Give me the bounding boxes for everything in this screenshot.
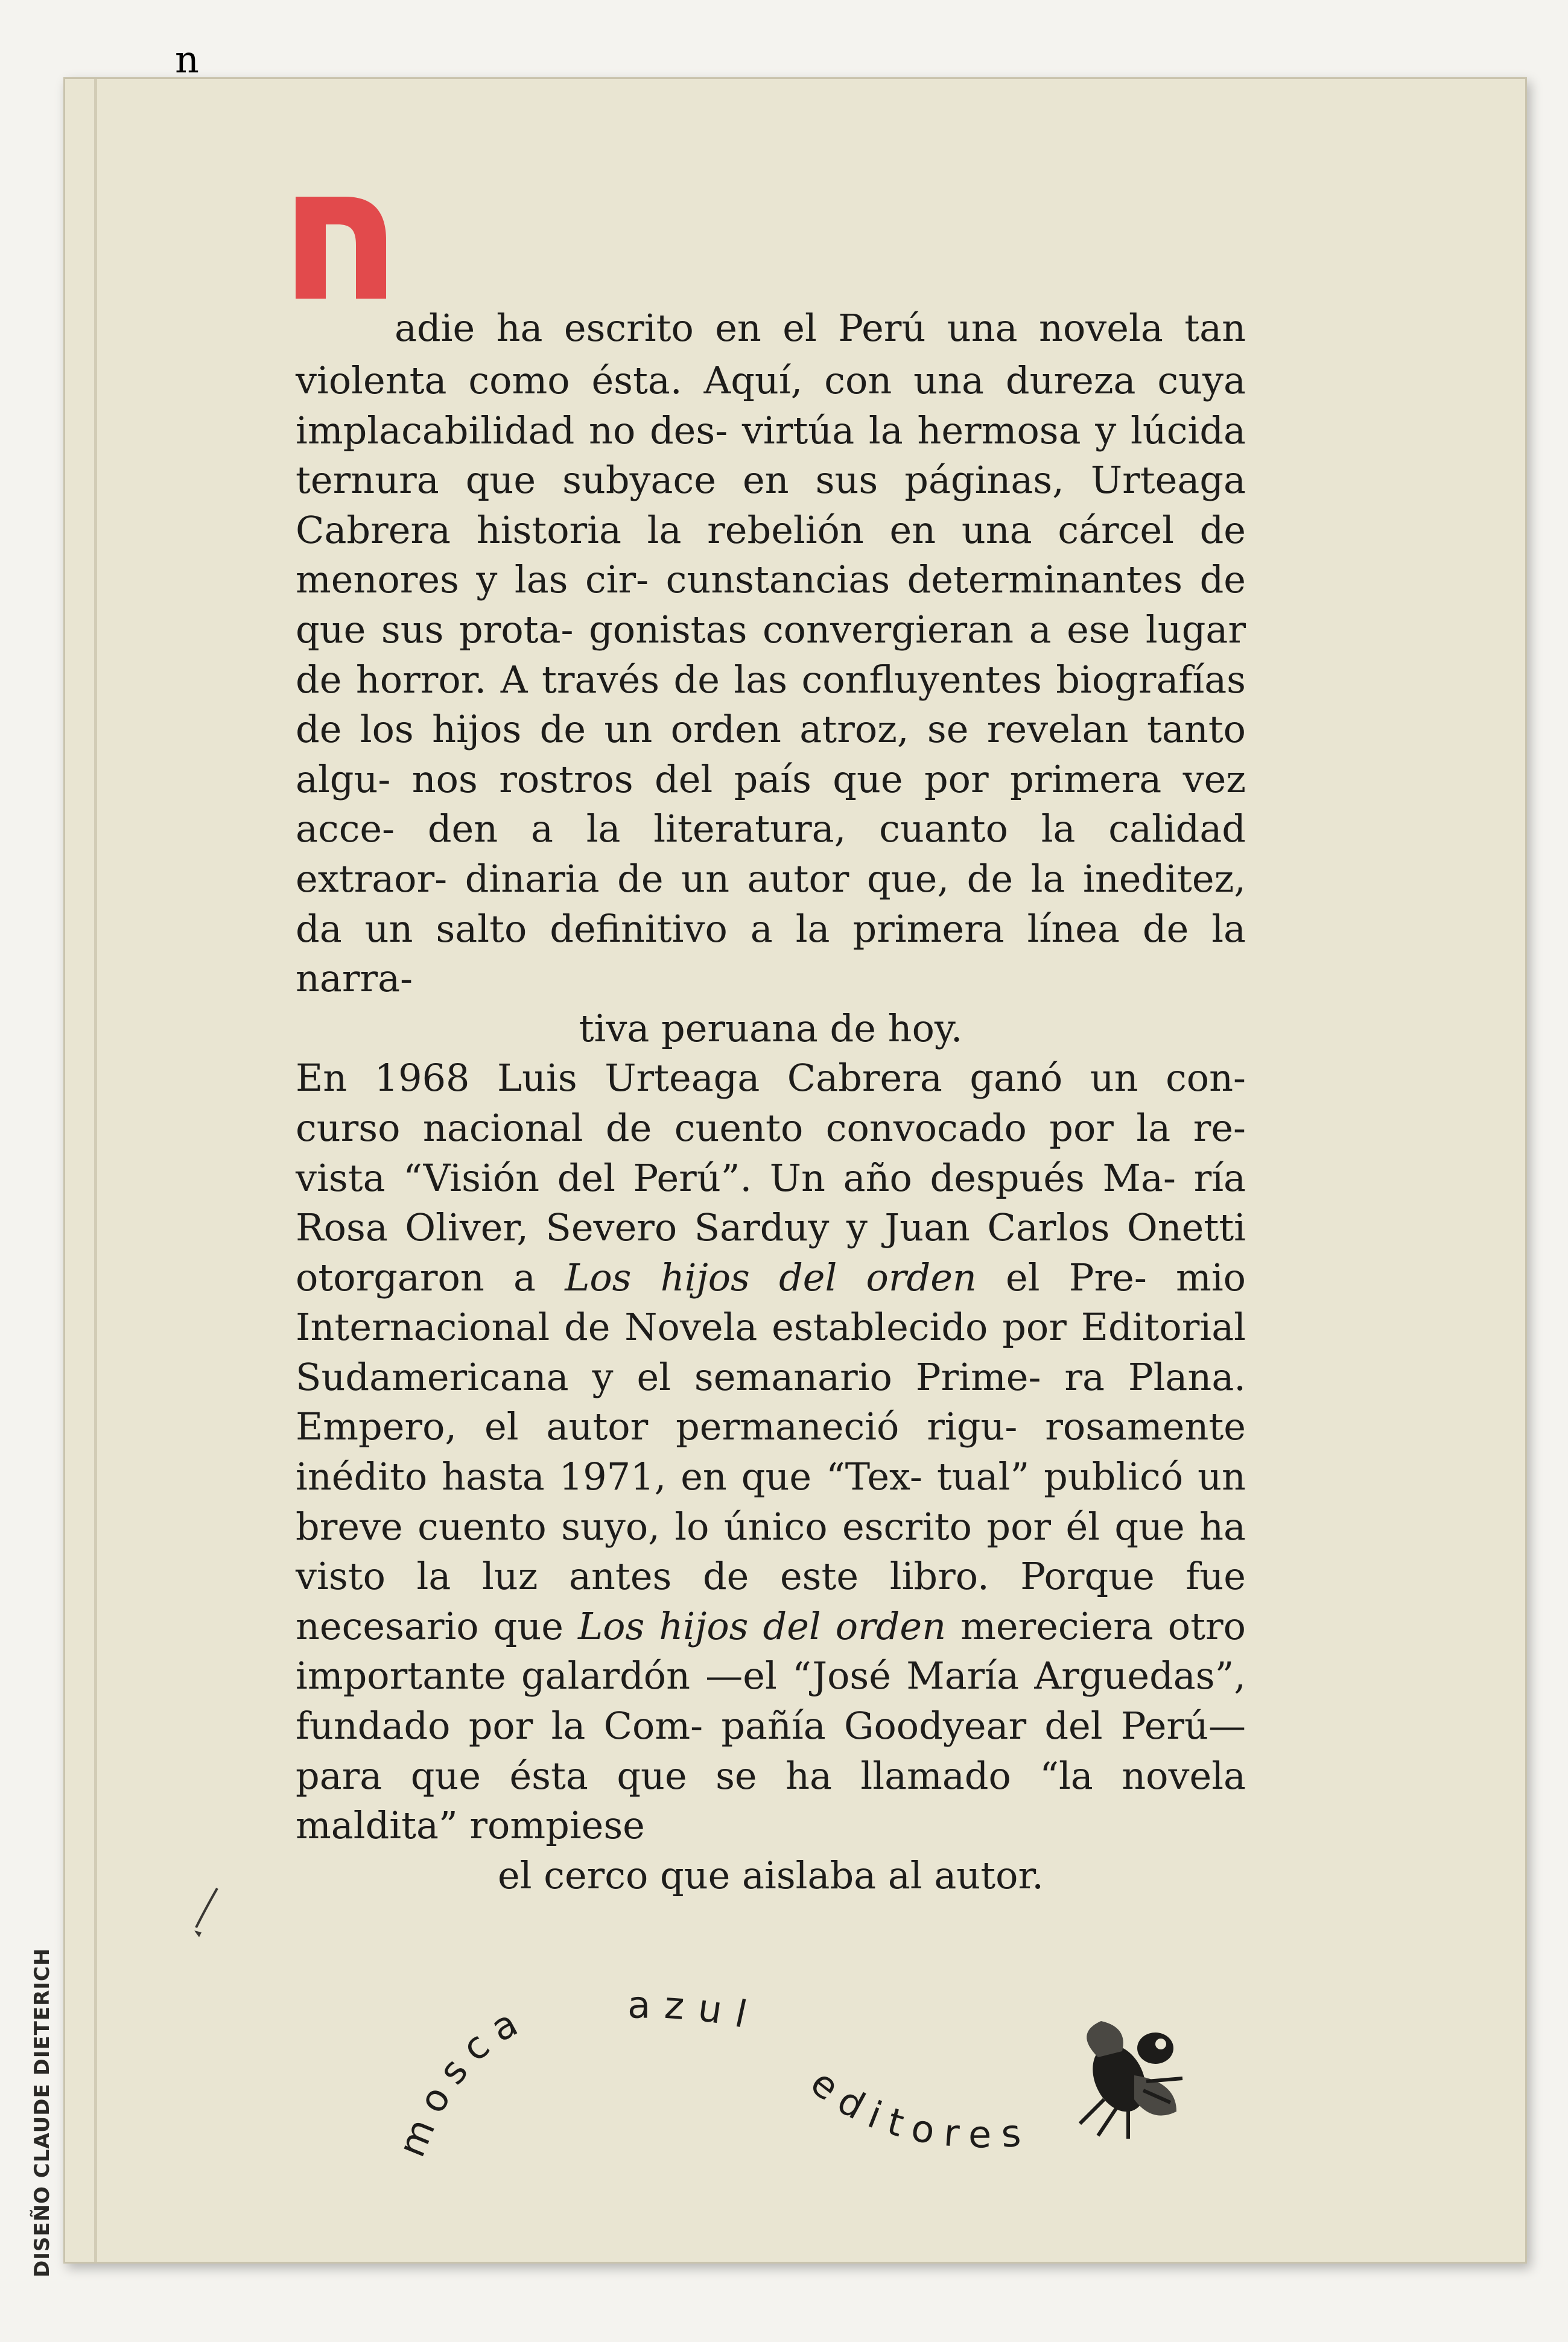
publisher-word-azul: azul (627, 1982, 764, 2040)
text-line: nos rostros del país que por primera vez acce- (296, 757, 1246, 851)
pen-mark (181, 1885, 229, 1958)
text-line: “José María Arguedas”, fundado por la Com- (296, 1654, 1246, 1748)
text-line: tiva peruana de hoy. (579, 1006, 963, 1050)
text-line: el Pre- (976, 1255, 1147, 1300)
text-line: Editorial Sudamericana y el semanario Prime- (296, 1305, 1246, 1399)
drop-cap (175, 37, 386, 356)
text-line: pañía Goodyear del Perú— para que ésta que (296, 1704, 1246, 1798)
text-line: cunstancias determinantes de que sus prota- (296, 557, 1246, 652)
text-line: En 1968 Luis Urteaga Cabrera ganó un con- (296, 1056, 1246, 1100)
text-line: rebelión en una cárcel de menores y las cir- (296, 507, 1246, 602)
book-title-italic: Los hijos del orden (565, 1255, 977, 1300)
text-line: escrito por él que ha visto la luz antes de este (296, 1504, 1246, 1599)
text-line: el cerco que aislaba al autor. (498, 1853, 1044, 1897)
book-title-italic: Los hijos del (578, 1604, 821, 1648)
text-line: ría Rosa Oliver, Severo Sarduy y Juan Carlos (296, 1155, 1246, 1250)
spine-fold-line (94, 79, 97, 2262)
text-line: libro. Porque fue necesario que (296, 1554, 1246, 1648)
text-line: virtúa la hermosa y lúcida ternura que subyace (296, 408, 1246, 503)
drop-cap-glyph (175, 37, 386, 299)
fly-icon (1080, 2021, 1182, 2139)
text-line: Perú una novela tan violenta como ésta. Aquí, (296, 306, 1246, 402)
text-line: mio Internacional de Novela establecido por (296, 1255, 1246, 1350)
book-title-italic: orden (835, 1604, 947, 1648)
text-line: Onetti otorgaron a (296, 1205, 1246, 1300)
text-line: rosamente inédito hasta 1971, en que “Tex- (296, 1404, 1246, 1499)
text-line: gonistas convergieran a ese lugar de horror. (296, 607, 1246, 702)
text-line: dinaria de un autor que, de la ineditez, da un (296, 856, 1246, 951)
text-line: vista “Visión del Perú”. Un año después Ma- (296, 1155, 1176, 1200)
text-line: den a la literatura, cuanto la calidad extraor- (296, 807, 1246, 901)
publisher-word-mosca: mosca (389, 1995, 535, 2163)
text-line: tual” publicó un breve cuento suyo, lo único (296, 1455, 1246, 1549)
text-line: mereciera otro importante galardón —el (296, 1604, 1246, 1698)
text-line: adie ha escrito en el (395, 306, 817, 350)
text-line: salto definitivo a la primera línea de la narra- (296, 906, 1246, 1001)
paragraph-2 (296, 1053, 1246, 1851)
design-credit: DISEÑO CLAUDE DIETERICH (30, 1947, 54, 2277)
paragraph-2-tail (296, 1851, 1246, 1901)
blurb-text (175, 37, 1246, 1900)
drop-cap-letter: n (175, 37, 199, 81)
text-line: A través de las confluyentes biografías de los (296, 657, 1246, 752)
text-line: hijos de un orden atroz, se revelan tanto algu- (296, 707, 1246, 801)
paragraph-1 (175, 37, 1246, 1004)
text-line: se ha llamado “la novela maldita” rompiese (296, 1753, 1246, 1848)
text-line: curso nacional de cuento convocado por la re- (296, 1105, 1246, 1150)
text-line: ra Plana. Empero, el autor permaneció rigu- (296, 1354, 1246, 1449)
paragraph-1-tail (296, 1004, 1246, 1054)
text-line: en sus páginas, Urteaga Cabrera historia la (296, 458, 1246, 552)
publisher-logo (344, 1894, 1225, 2172)
text-line: con una dureza cuya implacabilidad no des- (296, 358, 1246, 452)
publisher-word-editores: editores (802, 2060, 1033, 2157)
